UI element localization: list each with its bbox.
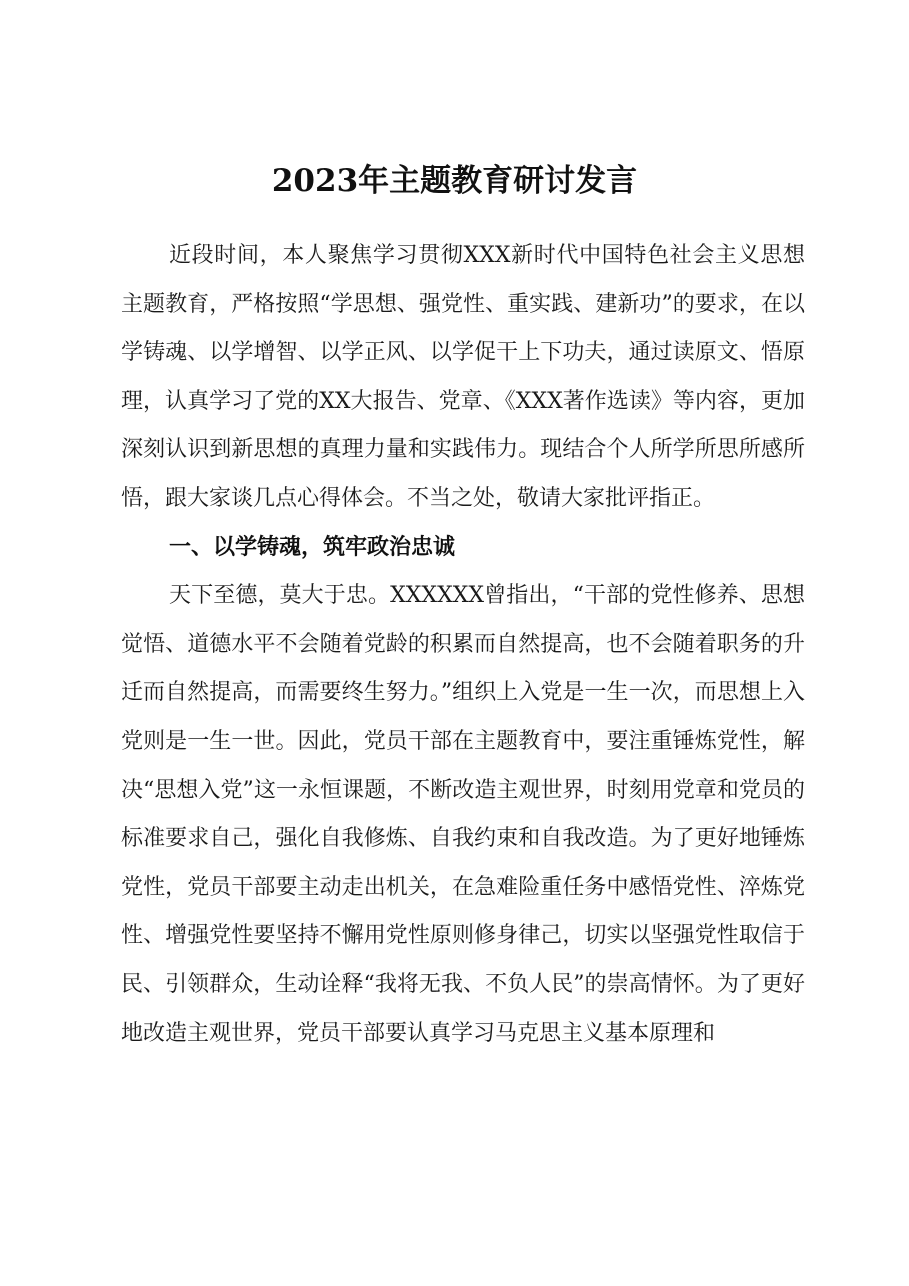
document-title: 2023年主题教育研讨发言 (271, 163, 638, 199)
section-1-paragraph: 天下至德，莫大于忠。XXXXXX曾指出，“干部的党性修养、思想觉悟、道德水平不会随着党龄的积累而自然提高，也不会随着职务的升迁而自然提高，而需要终生努力。”组织上入党是一生一次，而思想上入党则是一生一世。因此，党员干部在主题教育中，要注重锤炼党性，解决“思想入党”这一永恒课题，不断改造主观世界，时刻用党章和党员的标准要求自己，强化自我修炼、自我约束和自我改造。为了更好地锤炼党性，党员干部要主动走出机关，在急难险重任务中感悟党性、淬炼党性、增强党性要坚持不懈用党性原则修身律己，切实以坚强党性取信于民、引领群众，生动诠释“我将无我、不负人民”的崇高情怀。为了更好地改造主观世界，党员干部要认真学习马克思主义基本原理和 (121, 583, 805, 1046)
document-body (121, 232, 805, 1058)
section-1-heading: 一、以学铸魂，筑牢政治忠诚 (169, 534, 456, 560)
intro-paragraph: 近段时间，本人聚焦学习贯彻XXX新时代中国特色社会主义思想主题教育，严格按照“学思想、强党性、重实践、建新功”的要求，在以学铸魂、以学增智、以学正风、以学促干上下功夫，通过读原文、悟原理，认真学习了党的XX大报告、党章、《XXX著作选读》等内容，更加深刻认识到新思想的真理力量和实践伟力。现结合个人所学所思所感所悟，跟大家谈几点心得体会。不当之处，敬请大家批评指正。 (121, 243, 805, 511)
